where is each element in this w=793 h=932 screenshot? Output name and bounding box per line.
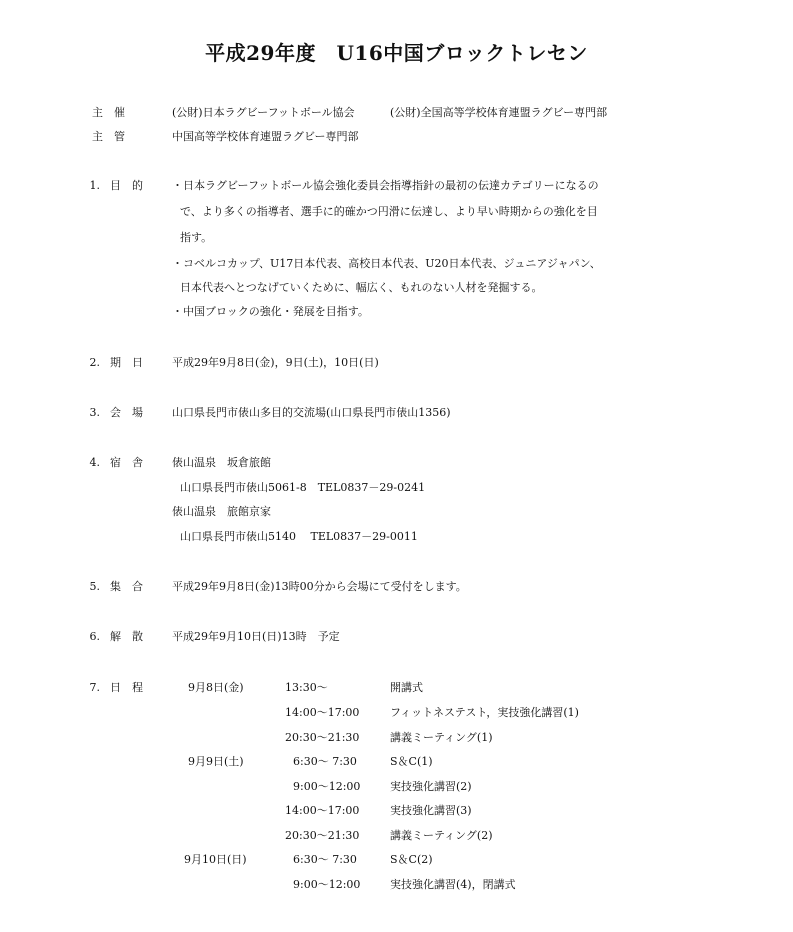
schedule-date: 9月8日(金)	[188, 681, 244, 694]
schedule-event: 講義ミーティング(2)	[390, 829, 493, 842]
schedule-time: 20:30～21:30	[285, 829, 360, 842]
assembly-label: 集 合	[110, 580, 143, 593]
lodging-line: 俵山温泉 旅館京家	[172, 505, 271, 518]
assembly-text: 平成29年9月8日(金)13時00分から会場にて受付をします。	[172, 580, 467, 593]
schedule-time: 9:00～12:00	[293, 878, 361, 891]
purpose-line: ・日本ラグビーフットボール協会強化委員会指導指針の最初の伝達カテゴリーになるの	[172, 179, 599, 192]
purpose-line: で、より多くの指導者、選手に的確かつ円滑に伝達し、より早い時期からの強化を目	[180, 205, 598, 218]
lodging-line: 山口県長門市俵山5140 TEL0837－29-0011	[180, 530, 418, 543]
schedule-event: S＆C(2)	[390, 853, 433, 866]
venue-text: 山口県長門市俵山多目的交流場(山口県長門市俵山1356)	[172, 406, 451, 419]
purpose-line: 日本代表へとつなげていくために、幅広く、もれのない人材を発掘する。	[180, 281, 543, 294]
schedule-date: 9月9日(土)	[188, 755, 244, 768]
sponsor-org-2: (公財)全国高等学校体育連盟ラグビー専門部	[390, 106, 608, 119]
organizer-label: 主 管	[92, 130, 125, 143]
section-number: 3.	[89, 406, 100, 419]
schedule-time: 13:30～	[285, 681, 328, 694]
schedule-time: 14:00～17:00	[285, 804, 360, 817]
purpose-line: 指す。	[180, 231, 213, 244]
period-label: 期 日	[110, 356, 143, 369]
dismissal-text: 平成29年9月10日(日)13時 予定	[172, 630, 340, 643]
organizer-org: 中国高等学校体育連盟ラグビー専門部	[172, 130, 359, 143]
purpose-label: 目 的	[110, 179, 143, 192]
purpose-line: ・中国ブロックの強化・発展を目指す。	[172, 305, 369, 318]
schedule-time: 9:00～12:00	[293, 780, 361, 793]
page-title: 平成29年度 U16中国ブロックトレセン	[205, 41, 588, 65]
schedule-date: 9月10日(日)	[184, 853, 247, 866]
schedule-event: S＆C(1)	[390, 755, 433, 768]
section-number: 1.	[89, 179, 100, 192]
section-number: 2.	[89, 356, 100, 369]
schedule-time: 6:30～ 7:30	[293, 853, 357, 866]
section-number: 4.	[89, 456, 100, 469]
lodging-line: 俵山温泉 坂倉旅館	[172, 456, 271, 469]
section-number: 6.	[89, 630, 100, 643]
period-text: 平成29年9月8日(金)，9日(土)，10日(日)	[172, 356, 379, 369]
schedule-time: 6:30～ 7:30	[293, 755, 357, 768]
lodging-label: 宿 舎	[110, 456, 143, 469]
schedule-label: 日 程	[110, 681, 143, 694]
section-number: 7.	[89, 681, 100, 694]
purpose-line: ・コベルコカップ、U17日本代表、高校日本代表、U20日本代表、ジュニアジャパン、	[172, 257, 601, 270]
schedule-event: 講義ミーティング(1)	[390, 731, 493, 744]
section-number: 5.	[89, 580, 100, 593]
schedule-event: 実技強化講習(3)	[390, 804, 472, 817]
sponsor-label: 主 催	[92, 106, 125, 119]
dismissal-label: 解 散	[110, 630, 143, 643]
schedule-time: 20:30～21:30	[285, 731, 360, 744]
sponsor-org-1: (公財)日本ラグビーフットボール協会	[172, 106, 355, 119]
schedule-event: 実技強化講習(2)	[390, 780, 472, 793]
schedule-event: 開講式	[390, 681, 423, 694]
schedule-event: 実技強化講習(4)，閉講式	[390, 878, 516, 891]
schedule-time: 14:00～17:00	[285, 706, 360, 719]
lodging-line: 山口県長門市俵山5061-8 TEL0837－29-0241	[180, 481, 426, 494]
schedule-event: フィットネステスト，実技強化講習(1)	[390, 706, 579, 719]
venue-label: 会 場	[110, 406, 143, 419]
